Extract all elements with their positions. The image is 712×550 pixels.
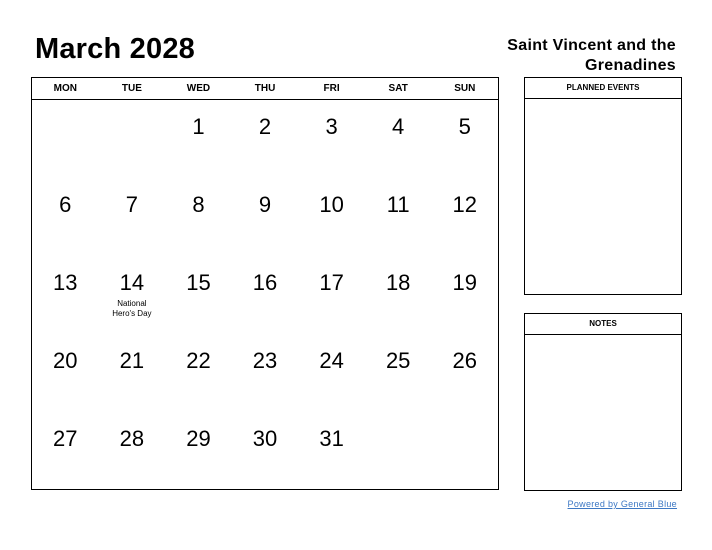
weekday-header — [32, 78, 498, 100]
day-cell — [32, 177, 99, 255]
day-number: 1 — [192, 114, 205, 139]
day-number: 6 — [59, 192, 72, 217]
weekday-label: WED — [186, 83, 211, 94]
day-cell — [232, 177, 299, 255]
day-number: 20 — [53, 348, 78, 373]
day-cell — [99, 333, 166, 411]
day-number: 18 — [385, 270, 411, 295]
day-cell — [431, 255, 498, 333]
weekday-label: FRI — [323, 83, 340, 94]
day-number: 14 — [119, 270, 145, 295]
day-number: 9 — [258, 192, 272, 217]
day-cell — [298, 333, 365, 411]
calendar-weeks — [32, 99, 498, 489]
day-number: 2 — [258, 114, 272, 139]
day-cell — [232, 99, 299, 177]
day-number: 5 — [458, 114, 471, 139]
day-cell — [431, 411, 498, 489]
day-cell — [365, 99, 432, 177]
day-cell — [365, 255, 432, 333]
day-number: 3 — [325, 114, 338, 139]
day-number: 28 — [119, 426, 145, 451]
day-cell — [99, 411, 166, 489]
calendar-week — [32, 333, 498, 411]
notes-panel — [524, 313, 682, 491]
day-number: 12 — [452, 192, 477, 217]
calendar-week — [32, 255, 498, 333]
weekday-label: MON — [53, 83, 77, 94]
day-cell — [32, 255, 99, 333]
day-number: 13 — [53, 270, 78, 295]
day-number: 4 — [392, 114, 405, 139]
day-cell — [365, 333, 432, 411]
weekday-label: TUE — [121, 83, 142, 94]
country-name: Saint Vincent and the Grenadines — [507, 37, 676, 74]
day-cell — [298, 177, 365, 255]
day-number: 26 — [452, 348, 477, 373]
page-title: March 2028 — [35, 33, 195, 65]
day-number: 15 — [186, 270, 211, 295]
day-number: 8 — [192, 192, 205, 217]
weekday-label: SUN — [454, 83, 476, 94]
day-number: 30 — [252, 426, 278, 451]
day-cell — [298, 255, 365, 333]
day-cell — [99, 99, 166, 177]
powered-by-link[interactable]: Powered by General Blue — [567, 499, 677, 509]
notes-heading: NOTES — [525, 314, 681, 335]
day-cell — [165, 411, 232, 489]
day-cell — [232, 255, 299, 333]
day-cell — [431, 333, 498, 411]
day-number: 31 — [319, 426, 344, 451]
day-number: 10 — [319, 192, 344, 217]
day-cell — [365, 411, 432, 489]
day-cell — [165, 255, 232, 333]
day-number: 27 — [53, 426, 78, 451]
day-cell — [99, 255, 166, 333]
calendar-week — [32, 411, 498, 489]
weekday-label: SAT — [388, 83, 408, 94]
day-cell — [232, 411, 299, 489]
day-number: 22 — [186, 348, 211, 373]
day-number: 16 — [252, 270, 278, 295]
day-cell — [99, 177, 166, 255]
day-cell — [232, 333, 299, 411]
day-cell — [431, 177, 498, 255]
day-number: 21 — [119, 348, 145, 373]
day-cell — [298, 99, 365, 177]
holiday-label: National Hero's Day — [112, 299, 152, 318]
day-number: 17 — [319, 270, 344, 295]
day-number: 24 — [319, 348, 344, 373]
day-cell — [298, 411, 365, 489]
day-number: 29 — [186, 426, 211, 451]
planned-events-panel — [524, 77, 682, 295]
day-number: 7 — [125, 192, 138, 217]
planned-events-heading: PLANNED EVENTS — [525, 78, 681, 99]
day-cell — [32, 333, 99, 411]
weekday-label: THU — [254, 83, 276, 94]
day-cell — [32, 411, 99, 489]
calendar-grid — [31, 77, 499, 490]
day-number: 19 — [452, 270, 477, 295]
day-number: 25 — [385, 348, 411, 373]
day-cell — [32, 99, 99, 177]
day-cell — [165, 333, 232, 411]
day-number: 23 — [252, 348, 278, 373]
calendar-week — [32, 99, 498, 177]
day-cell — [431, 99, 498, 177]
calendar-week — [32, 177, 498, 255]
day-cell — [165, 99, 232, 177]
day-cell — [365, 177, 432, 255]
day-cell — [165, 177, 232, 255]
day-number: 11 — [386, 192, 410, 217]
